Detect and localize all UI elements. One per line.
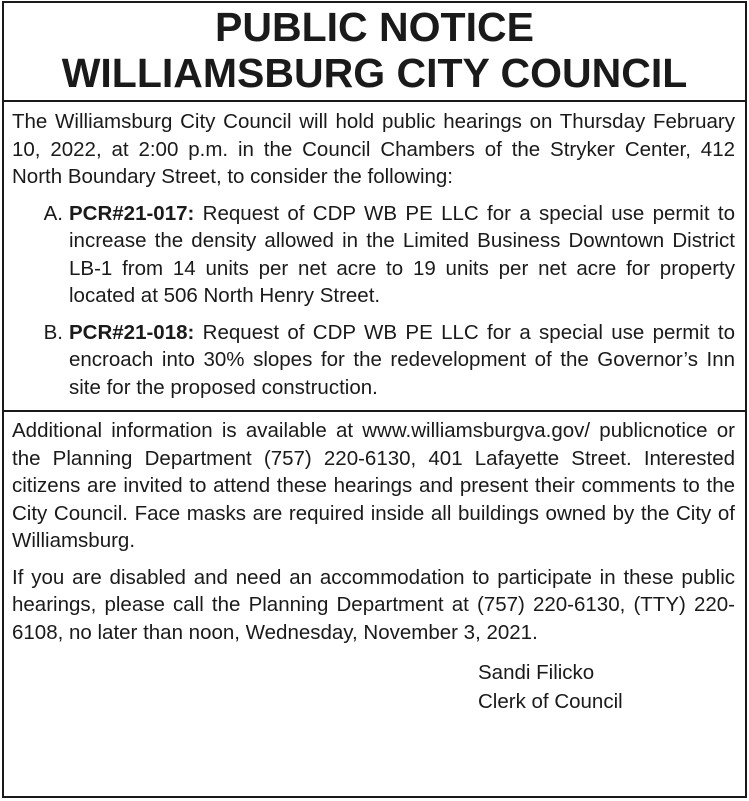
item-text: Request of CDP WB PE LLC for a special use permit to encroach into 30% slopes for the redevelopment of the Governor’s Inn site for the proposed construction. [69, 320, 735, 399]
accommodation-paragraph: If you are disabled and need an accommodation to participate in these public hearings, please call the Planning Department at (757) 220-6130, (TTY) 220-6108, no later than noon, Wednesday, November 3, 2021. [12, 565, 735, 644]
signature-block [478, 658, 735, 716]
item-code: PCR#21-017: [69, 201, 195, 225]
signatory-title: Clerk of Council [478, 690, 623, 713]
item-text: Request of CDP WB PE LLC for a special use permit to increase the density allowed in the Limited Business Downtown District LB-1 from 14 units per net acre to 19 units per net acre for property located at 506 North Henry Street. [69, 201, 735, 307]
intro-paragraph: The Williamsburg City Council will hold public hearings on Thursday February 10, 2022, at 2:00 p.m. in the Council Chambers of the Stryker Center, 412 North Boundary Street, to consider the following: [12, 110, 735, 188]
notice-header [4, 3, 745, 102]
item-description [69, 319, 735, 402]
section-divider [4, 410, 745, 412]
hearing-item-b [12, 319, 735, 402]
notice-body [4, 102, 745, 716]
hearing-items [12, 200, 735, 402]
public-notice [2, 1, 747, 798]
additional-info-paragraph: Additional information is available at www.williamsburgva.gov/ publicnotice or the Planning Department (757) 220-6130, 401 Lafayette Street. Interested citizens are invited to attend these hearings and present their comments to the City Council. Face masks are required inside all buildings owned by the City of Williamsburg. [12, 419, 735, 552]
item-letter: B. [43, 320, 63, 344]
item-code: PCR#21-018: [69, 320, 195, 344]
hearing-item-a [12, 200, 735, 310]
signatory-name: Sandi Filicko [478, 661, 595, 684]
notice-title: PUBLIC NOTICE [215, 4, 534, 50]
item-description [69, 200, 735, 310]
notice-subtitle: WILLIAMSBURG CITY COUNCIL [61, 50, 688, 96]
item-letter: A. [43, 201, 63, 225]
